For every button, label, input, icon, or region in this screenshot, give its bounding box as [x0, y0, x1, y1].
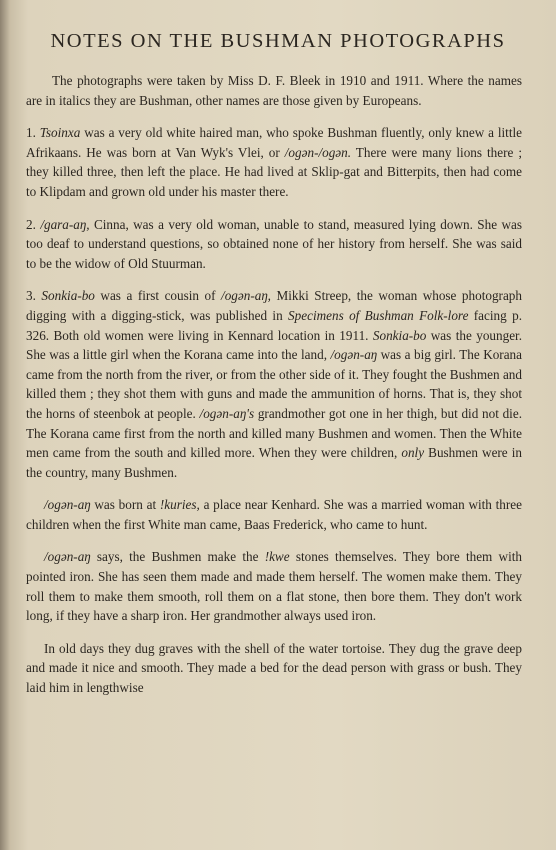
- text-run: facing p. 326. Both old women were living in Kennard location in 1911.: [26, 307, 522, 343]
- text-run: 3.: [26, 288, 42, 304]
- italic-term: /ogən-/ogən.: [284, 144, 352, 160]
- text-run: was a big girl. The Korana came from the north from the river, or from the other side of it. They fought the Bushmen and killed them ; they shot them with guns and made the ammunition of horns. That is, they shot the horns of steenbok at people.: [26, 347, 523, 421]
- text-run: 1.: [26, 125, 40, 141]
- italic-term: Sonkia-bo: [41, 288, 95, 304]
- paragraph-note-1: [26, 123, 522, 201]
- text-run: says, the Bushmen make the: [90, 549, 265, 565]
- italic-term: Sonkia-bo: [372, 327, 427, 343]
- paragraph-note-3b: [26, 495, 522, 534]
- text-run: was a very old white haired man, who spoke Bushman fluently, only knew a little Afrikaans. He was born at Van Wyk's Vlei, or: [26, 125, 523, 160]
- text-run: Bushmen were in the country, many Bushmen.: [26, 445, 522, 480]
- text-run: stones themselves. They bore them with pointed iron. She has seen them made and made them herself. The women make them. They roll them to make them smooth, roll them on a flat stone, then bore them. They don't work long, if they have a sharp iron. Her grandmother always used iron.: [26, 549, 522, 624]
- text-run: In old days they dug graves with the shell of the water tortoise. They dug the grave deep and made it nice and smooth. They made a bed for the dead person with grass or bush. They laid him in lengthwise: [26, 640, 522, 696]
- italic-term: /ogən-aŋ: [44, 497, 91, 513]
- text-run: a place near Kenhard. She was a married woman with three children when the first White man came, Baas Frederick, who came to hunt.: [26, 497, 522, 532]
- italic-term: only: [401, 445, 425, 461]
- italic-term: /gara-aŋ,: [40, 216, 90, 232]
- text-run: 2.: [26, 216, 41, 232]
- text-run: There were many lions there ; they killed three, then left the place. He had lived at Sklip-gat and Bitterpits, then had come to Klipdam and grown old under his master there.: [26, 144, 522, 199]
- italic-term: /ogən-aŋ: [330, 347, 378, 363]
- italic-term: Tsoinxa: [39, 125, 81, 141]
- text-run: was born at: [90, 497, 160, 513]
- paragraph-note-3: [26, 286, 522, 482]
- italic-term: Specimens of Bushman Folk-lore: [288, 307, 469, 323]
- text-run: grandmother got one in her thigh, but did not die. The Korana came first from the north and killed many Bushmen and women. Then the White men came from the south and killed more. When they were children,: [26, 405, 522, 461]
- paragraph-intro: [26, 71, 522, 110]
- italic-term: /ogən-aŋ: [44, 549, 91, 565]
- italic-term: !kwe: [264, 549, 290, 565]
- italic-term: /ogən-aŋ's: [199, 405, 255, 421]
- page-title: NOTES ON THE BUSHMAN PHOTOGRAPHS: [50, 30, 506, 52]
- paragraph-note-2: [26, 215, 522, 274]
- text-run: Mikki Streep, the woman whose photograph digging with a digging-stick, was published in: [26, 288, 522, 323]
- italic-term: !kuries,: [159, 497, 200, 513]
- text-run: was the younger. She was a little girl when the Korana came into the land,: [26, 327, 523, 363]
- text-run: The photographs were taken by Miss D. F. Bleek in 1910 and 1911. Where the names are in italics they are Bushman, other names are those given by Europeans.: [26, 73, 522, 108]
- text-run: Cinna, was a very old woman, unable to stand, measured lying down. She was too deaf to understand questions, so obtained none of her history from herself. She was said to be the widow of Old Stuurman.: [26, 216, 522, 271]
- paragraph-note-3d: [26, 639, 522, 698]
- paragraph-note-3c: [26, 547, 522, 625]
- italic-term: /ogən-aŋ,: [221, 288, 271, 304]
- text-run: was a first cousin of: [94, 288, 222, 304]
